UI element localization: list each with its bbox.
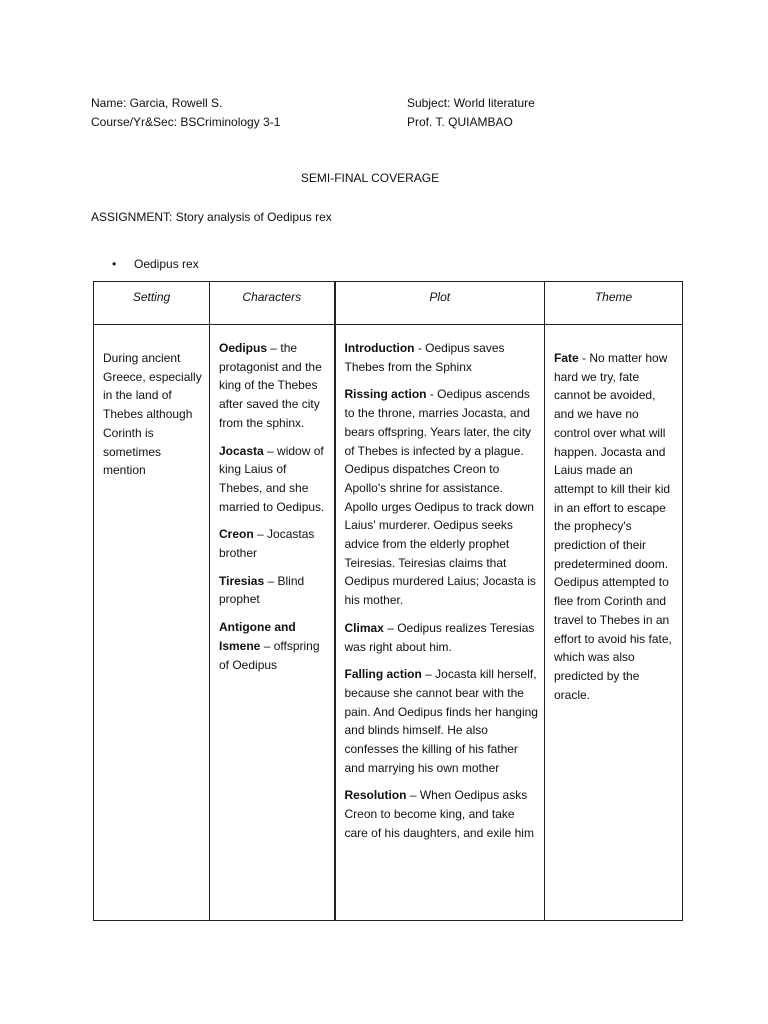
character-entry [219,618,328,674]
plot-cell [335,325,545,921]
plot-entry [345,339,539,376]
header-plot: Plot [335,282,545,325]
plot-text: – Jocasta kill herself, because she cannot bear with the pain. And Oedipus finds her hanging and blinds himself. He also confesses the killing of his father and marrying his own mother [344,667,538,775]
plot-text: - Oedipus ascends to the throne, marries Jocasta, and bears offspring. Years later, the city of Thebes is infected by a plague. Oedipus dispatches Creon to Apollo's shrine for assistance. Apollo urges Oedipus to track down Laius' murderer. Oedipus seeks advice from the elderly prophet Teiresias. Teiresias claims that Oedipus murdered Laius; Jocasta is his mother. [344,387,536,608]
assignment-line [91,210,332,224]
bullet-text: Oedipus rex [134,257,199,271]
character-desc: – Blind prophet [219,573,305,607]
header-theme: Theme [545,282,683,325]
character-name: Jocasta [219,443,264,458]
bullet-item [112,257,199,271]
character-entry [219,525,328,562]
character-entry [219,442,328,517]
plot-text: – When Oedipus asks Creon to become king, and take care of his daughters, and exile him [344,788,534,840]
character-entry [219,572,328,609]
character-name: Creon [219,527,254,542]
assignment-label: ASSIGNMENT: [91,210,173,224]
course-info [407,94,535,132]
plot-label: Introduction [344,341,415,355]
plot-entry [345,619,539,656]
plot-entry [345,786,539,842]
student-course: Course/Yr&Sec: BSCriminology 3-1 [91,115,281,129]
character-name: Tiresias [219,573,265,588]
plot-label: Climax [344,620,384,635]
plot-entry [345,665,539,777]
character-desc: – Jocastas brother [219,527,315,561]
student-name: Name: Garcia, Rowell S. [91,96,223,110]
plot-entry [345,385,539,609]
professor: Prof. T. QUIAMBAO [407,115,513,129]
plot-label: Rissing action [344,387,427,402]
assignment-text: Story analysis of Oedipus rex [172,210,332,224]
table-row [94,325,683,921]
character-desc: – the protagonist and the king of the Thebes after saved the city from the sphinx. [219,341,322,430]
theme-label: Fate [554,351,579,365]
plot-text: – Oedipus realizes Teresias was right about him. [344,620,535,654]
plot-label: Resolution [344,788,407,803]
character-entry [219,339,328,433]
character-desc: – widow of king Laius of Thebes, and she married to Oedipus. [219,443,325,514]
plot-label: Falling action [344,667,422,682]
theme-text: - No matter how hard we try, fate cannot be avoided, and we have no control over what will happen. Jocasta and Laius made an attempt to kill their kid in an effort to escape the prophecy's prediction of their predetermined doom. Oedipus attempted to flee from Corinth and travel to Thebes in an effort to avoid his fate, which was also predicted by the oracle. [554,351,672,702]
student-info [91,94,280,132]
theme-cell [545,325,683,921]
bullet-icon: • [112,257,117,271]
character-desc: – offspring of Oedipus [219,638,320,672]
table-header-row [94,282,683,325]
theme-entry [554,349,676,704]
setting-cell [94,325,210,921]
header-setting: Setting [94,282,210,325]
plot-text: - Oedipus saves Thebes from the Sphinx [344,341,505,374]
subject: Subject: World literature [407,96,535,110]
character-name: Oedipus [219,341,268,355]
characters-cell [210,325,335,921]
character-name: Antigone and Ismene [219,620,296,653]
setting-text: During ancient Greece, especially in the land of Thebes although Corinth is sometimes mention [103,351,202,478]
analysis-table [93,281,683,921]
header-characters: Characters [210,282,335,325]
coverage-title: SEMI-FINAL COVERAGE [300,171,440,185]
